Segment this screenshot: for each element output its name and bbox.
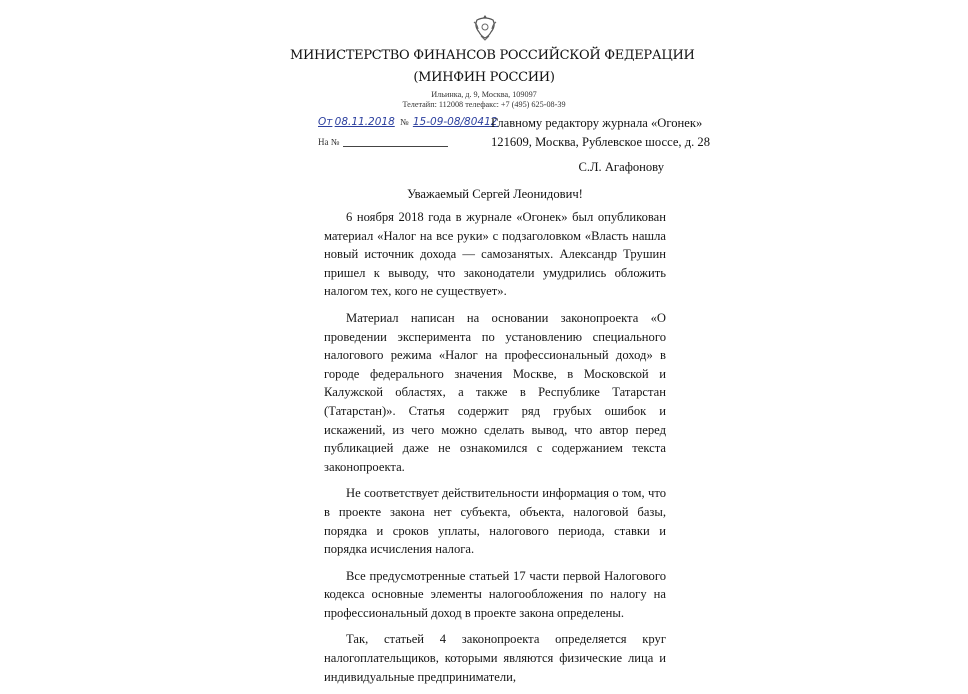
reply-label: На № — [318, 137, 340, 147]
recipient-name: С.Л. Агафонову — [578, 160, 664, 174]
ministry-contacts: Телетайп: 112008 телефакс: +7 (495) 625-08-39 — [402, 100, 566, 109]
salutation: Уважаемый Сергей Леонидович! — [407, 187, 583, 201]
recipient-block — [491, 114, 711, 152]
recipient-title: Главному редактору журнала «Огонек» — [491, 116, 703, 130]
paragraph-1: 6 ноября 2018 года в журнале «Огонек» был опубликован материал «Налог на все руки» с подзаголовком «Власть нашла новый источник дохода — самозанятых. Александр Трушин пришел к выводу, что законодатели умудрились обложить налогом тех, кого не существует». — [324, 210, 666, 299]
date-prefix: От — [318, 116, 333, 128]
ministry-name: МИНИСТЕРСТВО ФИНАНСОВ РОССИЙСКОЙ ФЕДЕРАЦИИ — [290, 48, 695, 63]
coat-of-arms-icon — [471, 12, 499, 44]
paragraph-5: Так, статьей 4 законопроекта определяется круг налогоплательщиков, которыми являются физические лица и индивидуальные предприниматели, — [324, 632, 666, 684]
reply-to-line — [318, 136, 486, 148]
recipient-address: 121609, Москва, Рублевское шоссе, д. 28 — [491, 135, 711, 149]
paragraph-2: Материал написан на основании законопроекта «О проведении эксперимента по установлению специального налогового режима «Налог на профессиональный доход» в городе федерального значения Москве, в Московской и Калужской областях, а также в Республике Татарстан (Татарстан)». Статья содержит ряд грубых ошибок и искажений, из чего можно сделать вывод, что автор перед публикацией даже не ознакомился с содержанием текста законопроекта. — [324, 310, 666, 474]
registration-block — [318, 114, 498, 148]
letter-body — [324, 186, 666, 686]
number-label: № — [400, 117, 409, 127]
paragraph-3: Не соответствует действительности информация о том, что в проекте закона нет субъекта, объекта, налоговой базы, порядка и сроков уплаты, налогового периода, ставки и порядка исчисления налога. — [324, 486, 666, 557]
ministry-short-name: (МИНФИН РОССИИ) — [413, 70, 555, 85]
paragraph-4: Все предусмотренные статьей 17 части первой Налогового кодекса основные элементы налогообложения по налогу на профессиональный доход в проекте закона определены. — [324, 568, 666, 620]
registration-number: 15-09-08/80412 — [412, 116, 498, 128]
ministry-address: Ильинка, д. 9, Москва, 109097 — [431, 90, 537, 99]
reply-blank-line — [343, 146, 448, 147]
letterhead — [0, 0, 968, 182]
registration-date: 08.11.2018 — [334, 116, 395, 128]
registration-line — [318, 114, 498, 130]
